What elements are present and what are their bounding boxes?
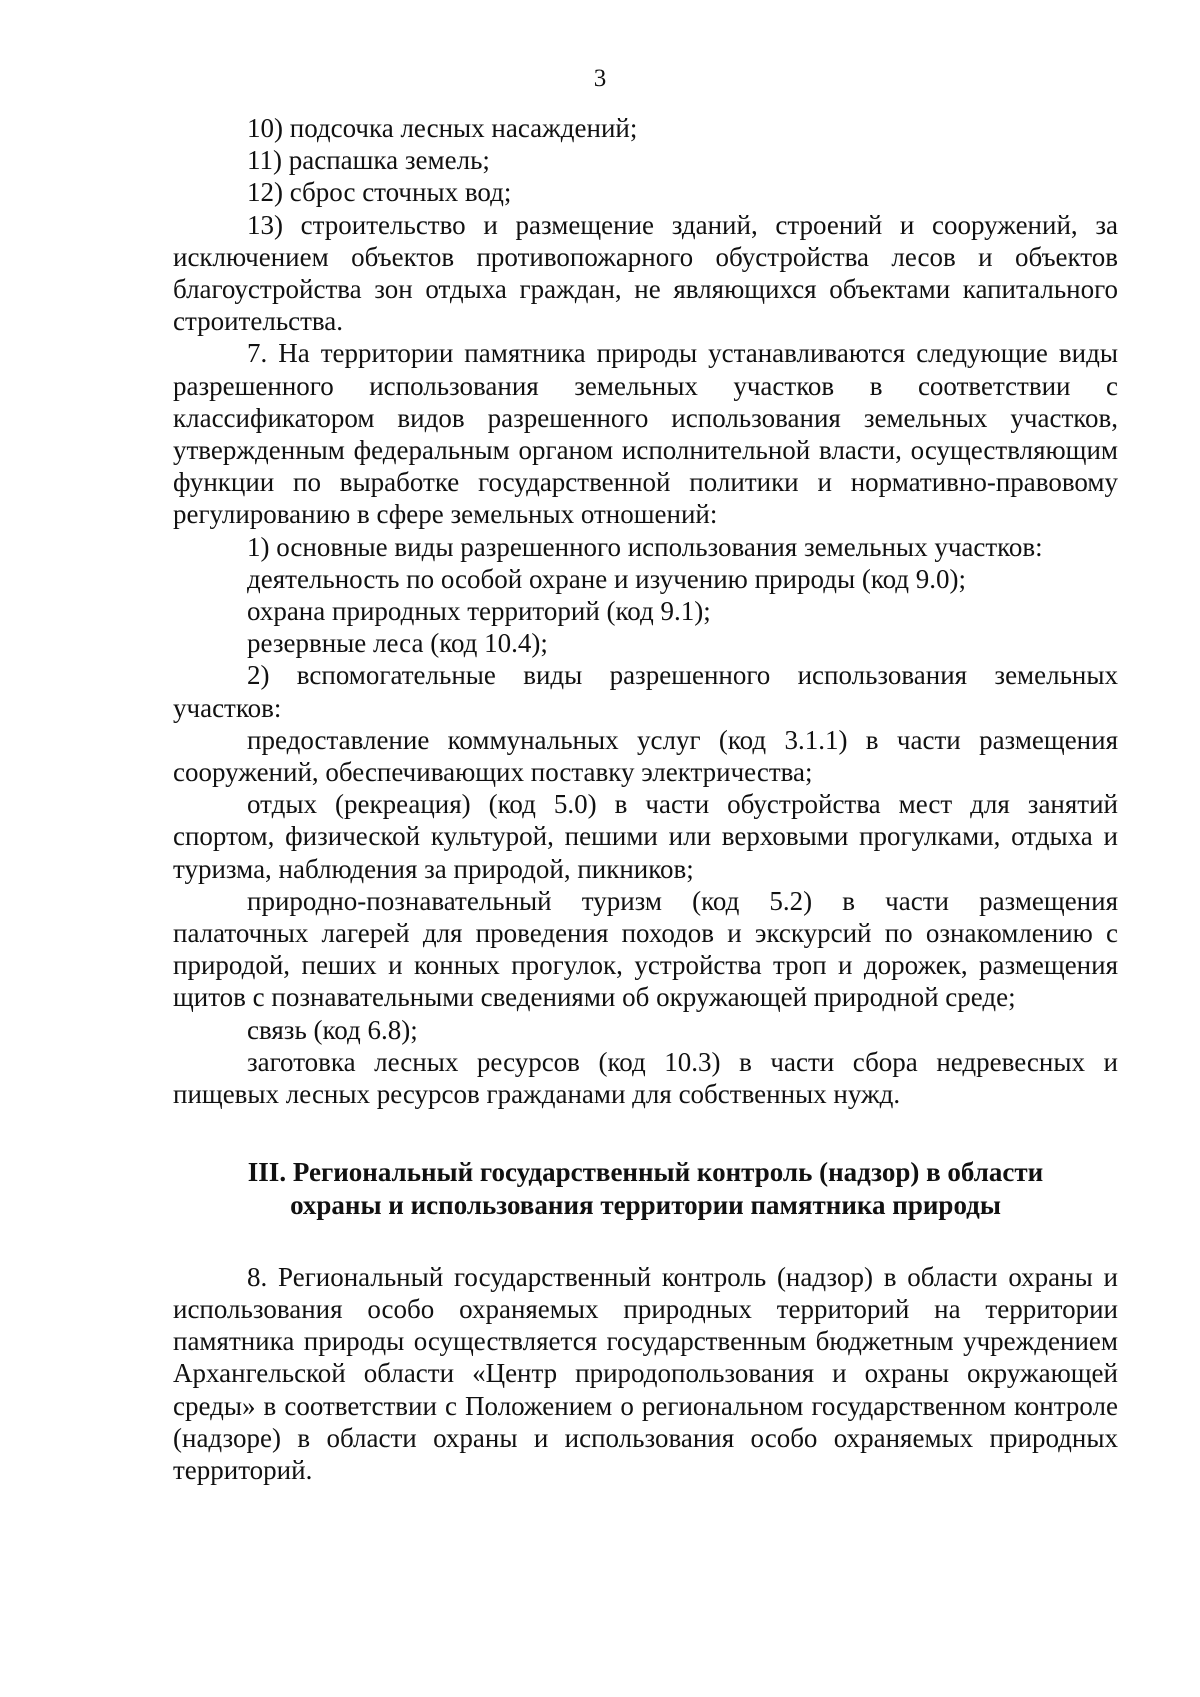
list-item-12: 12) сброс сточных вод;: [247, 177, 512, 208]
page-number: 3: [593, 65, 607, 92]
aux-use-item: предоставление коммунальных услуг (код 3.1.1) в части размещения сооружений, обеспечивающих поставку электричества;: [173, 724, 1118, 788]
section-spacer: [173, 1221, 1118, 1261]
aux-use-item: отдых (рекреация) (код 5.0) в части обустройства мест для занятий спортом, физической культурой, пешими или верховыми прогулками, отдыха и туризма, наблюдения за природой, пикников;: [173, 789, 1118, 884]
list-item-10: 10) подсочка лесных насаждений;: [247, 113, 638, 143]
aux-use-item: связь (код 6.8);: [247, 1014, 418, 1045]
document-body: [173, 112, 1118, 1486]
main-use-item: деятельность по особой охране и изучению природы (код 9.0);: [247, 563, 967, 594]
main-uses-header: 1) основные виды разрешенного использования земельных участков:: [247, 531, 1043, 562]
main-use-item: охрана природных территорий (код 9.1);: [247, 596, 711, 627]
main-use-item: резервные леса (код 10.4);: [247, 628, 548, 659]
paragraph-8: 8. Региональный государственный контроль (надзор) в области охраны и использования особо охраняемых природных территорий на территории памятника природы осуществляется государственным бюджетным учреждением Архангельской области «Центр природопользования и охраны окружающей среды» в соответствии с Положением о региональном государственном контроле (надзоре) в области охраны и использования особо охраняемых природных территорий.: [173, 1261, 1118, 1485]
section-7-intro: 7. На территории памятника природы устанавливаются следующие виды разрешенного использования земельных участков в соответствии с классификатором видов разрешенного использования земельных участков, утвержденным федеральным органом исполнительной власти, осуществляющим функции по выработке государственной политики и нормативно-правовому регулированию в сфере земельных отношений:: [173, 338, 1118, 530]
list-item-13: 13) строительство и размещение зданий, строений и сооружений, за исключением объектов противопожарного обустройства лесов и объектов благоустройства зон отдыха граждан, не являющихся объектами капитального строительства.: [173, 209, 1118, 337]
aux-use-item: природно-познавательный туризм (код 5.2) в части размещения палаточных лагерей для проведения походов и экскурсий по ознакомлению с природой, пеших и конных прогулок, устройства троп и дорожек, размещения щитов с познавательными сведениями об окружающей природной среде;: [173, 885, 1118, 1013]
section-3-heading: [173, 1156, 1118, 1220]
section-3-heading-line: охраны и использования территории памятника природы: [290, 1189, 1001, 1220]
section-spacer: [173, 1110, 1118, 1156]
list-item-11: 11) распашка земель;: [247, 145, 490, 176]
section-3-heading-line: III. Региональный государственный контроль (надзор) в области: [247, 1157, 1044, 1188]
aux-uses-header: 2) вспомогательные виды разрешенного использования земельных участков:: [173, 660, 1118, 723]
aux-use-item: заготовка лесных ресурсов (код 10.3) в части сбора недревесных и пищевых лесных ресурсов гражданами для собственных нужд.: [173, 1046, 1118, 1110]
